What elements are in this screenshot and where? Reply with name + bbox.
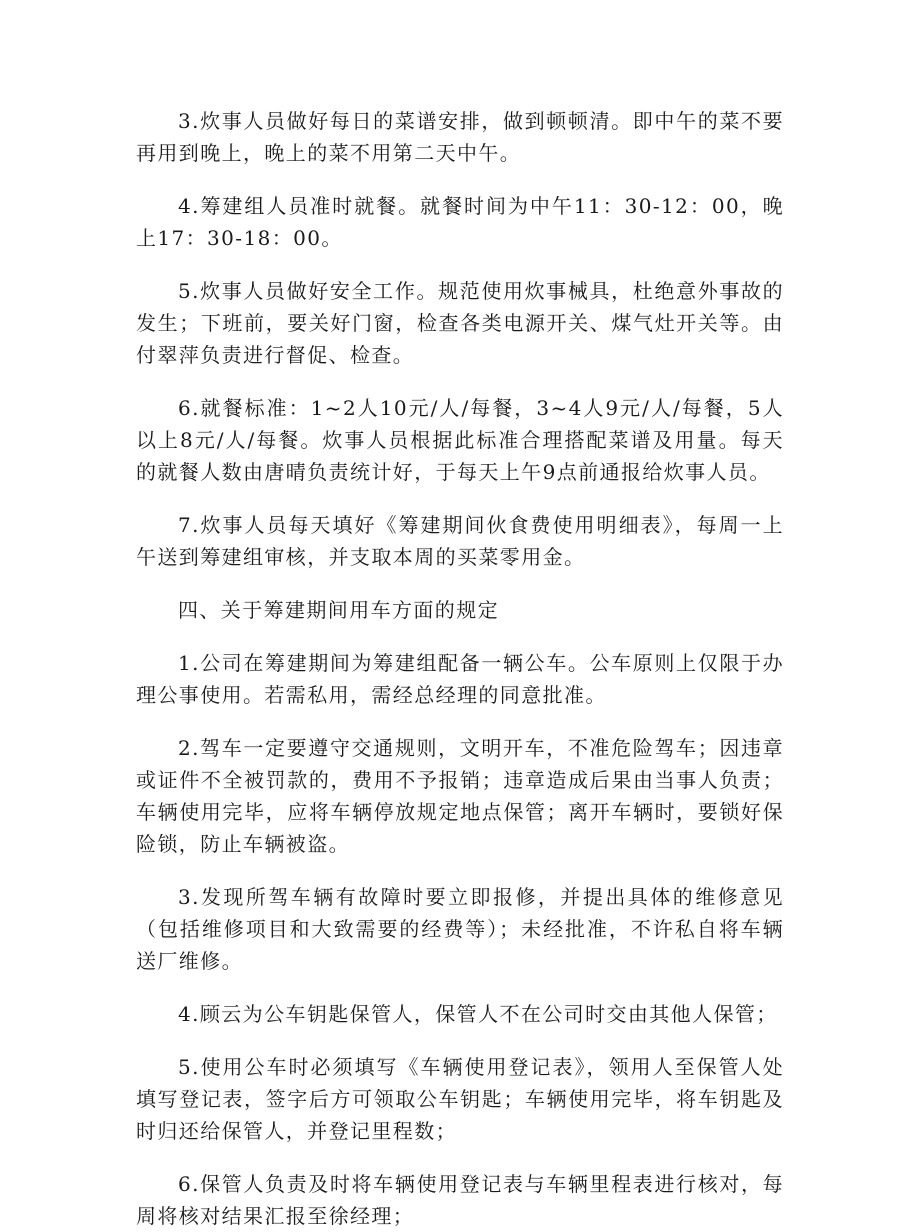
paragraph-key-keeper: 4.顾云为公车钥匙保管人，保管人不在公司时交由其他人保管； [178,1002,778,1026]
paragraph-meal-standard: 6.就餐标准：1~2人10元/人/每餐，3~4人9元/人/每餐，5人以上8元/人/每餐。炊事人员根据此标准合理搭配菜谱及用量。每天的就餐人数由唐晴负责统计好，于每天上午9点前通报给炊事人员。 [136,396,784,484]
paragraph-company-car: 1.公司在筹建期间为筹建组配备一辆公车。公车原则上仅限于办理公事使用。若需私用，需经总经理的同意批准。 [136,651,784,707]
section-heading-vehicle-rules: 四、关于筹建期间用车方面的规定 [178,598,499,622]
paragraph-meal-time: 4.筹建组人员准时就餐。就餐时间为中午11：30-12：00，晚上17：30-18：00。 [136,194,784,250]
paragraph-cook-menu: 3.炊事人员做好每日的菜谱安排，做到顿顿清。即中午的菜不要再用到晚上，晚上的菜不用第二天中午。 [136,109,784,165]
paragraph-kitchen-safety: 5.炊事人员做好安全工作。规范使用炊事械具，杜绝意外事故的发生；下班前，要关好门窗，检查各类电源开关、煤气灶开关等。由付翠萍负责进行督促、检查。 [136,279,784,367]
paragraph-meal-expense-form: 7.炊事人员每天填好《筹建期间伙食费使用明细表》，每周一上午送到筹建组审核，并支取本周的买菜零用金。 [136,513,784,569]
paragraph-traffic-rules: 2.驾车一定要遵守交通规则，文明开车，不准危险驾车；因违章或证件不全被罚款的，费用不予报销；违章造成后果由当事人负责；车辆使用完毕，应将车辆停放规定地点保管；离开车辆时，要锁好保险锁，防止车辆被盗。 [136,736,784,856]
paragraph-car-repair: 3.发现所驾车辆有故障时要立即报修，并提出具体的维修意见（包括维修项目和大致需要的经费等）；未经批准，不许私自将车辆送厂维修。 [136,885,784,973]
paragraph-usage-register: 5.使用公车时必须填写《车辆使用登记表》，领用人至保管人处填写登记表，签字后方可领取公车钥匙；车辆使用完毕，将车钥匙及时归还给保管人，并登记里程数； [136,1055,784,1143]
paragraph-mileage-check: 6.保管人负责及时将车辆使用登记表与车辆里程表进行核对，每周将核对结果汇报至徐经理； [136,1172,784,1228]
